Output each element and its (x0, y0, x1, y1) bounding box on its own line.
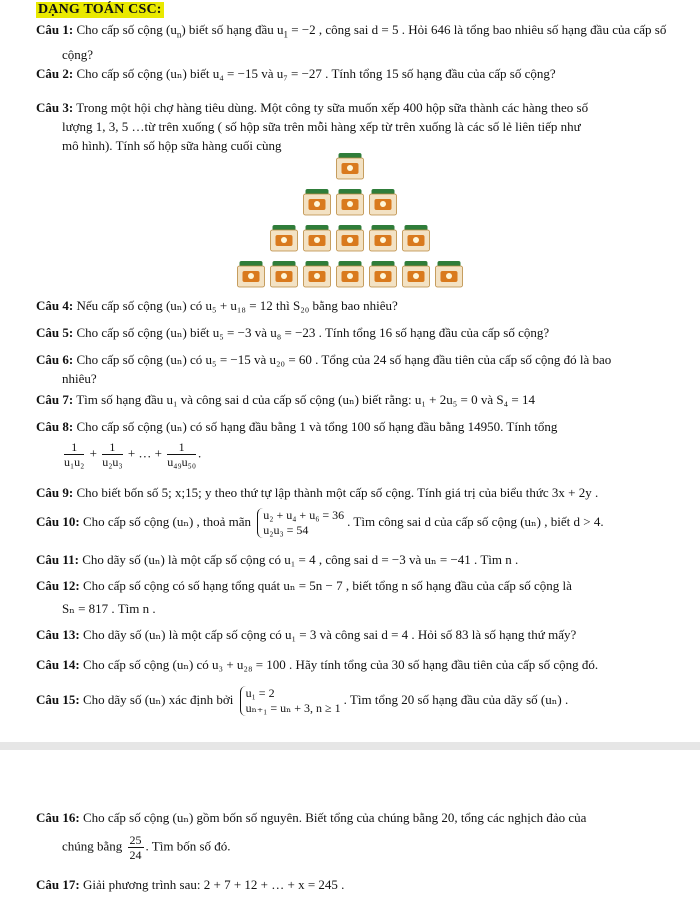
milk-box (238, 261, 265, 287)
question-8: Câu 8: Cho cấp số cộng (uₙ) có số hạng đầu bằng 1 và tổng 100 số hạng đầu bằng 14950. Tính tổng $\frac{1}{\text{u₁u₂}}$ + $\frac{1}{\text{u₂u₃}}$ + … + $\frac{1}{\text{u₄₉u₅₀}}$ . (36, 417, 686, 469)
question-15: Câu 15: Cho dãy số (uₙ) xác định bởi u₁ = 2 uₙ₊₁ = uₙ + 3, n ≥ 1 . Tìm tổng 20 số hạng đầu của dãy số (uₙ) . (36, 686, 569, 715)
milk-box (337, 189, 364, 215)
question-2: Câu 2: Cho cấp số cộng (uₙ) biết u₄ = −15 và u₇ = −27 . Tính tổng 15 số hạng đầu của cấp số cộng? (36, 66, 556, 81)
milk-box (304, 261, 331, 287)
fraction-1: $\frac{1}{\text{u₁u₂}}$ (64, 440, 85, 469)
milk-box (370, 261, 397, 287)
question-10: Câu 10: Cho cấp số cộng (uₙ) , thoả mãn u₂ + u₄ + u₆ = 36 u₂u₃ = 54 . Tìm công sai d của cấp số cộng (uₙ) , biết d > 4. (36, 508, 604, 537)
question-3: Câu 3: Trong một hội chợ hàng tiêu dùng. Một công ty sữa muốn xếp 400 hộp sữa thành các hàng theo số lượng 1, 3, 5 …từ trên xuống ( số hộp sữa trên mỗi hàng xếp từ trên xuống là các số lẻ liên tiếp như mô hình). Tính số hộp sữa hàng cuối cùng (36, 100, 589, 153)
section-heading: DẠNG TOÁN CSC: (38, 2, 162, 17)
milk-box (403, 225, 430, 251)
page-divider (0, 742, 700, 750)
milk-box (304, 225, 331, 251)
milk-box (337, 261, 364, 287)
equation-system: u₂ + u₄ + u₆ = 36 u₂u₃ = 54 (257, 508, 344, 538)
question-16: Câu 16: Cho cấp số cộng (uₙ) gồm bốn số nguyên. Biết tổng của chúng bằng 20, tổng các nghịch đảo của chúng bằng $\frac{25}{24}$ . Tìm bốn số đó. (36, 810, 587, 862)
question-13: Câu 13: Cho dãy số (uₙ) là một cấp số cộng có u₁ = 3 và công sai d = 4 . Hỏi số 83 là số hạng thứ mấy? (36, 627, 577, 642)
fraction-2: $\frac{1}{\text{u₂u₃}}$ (102, 440, 123, 469)
fraction-3: $\frac{1}{\text{u₄₉u₅₀}}$ (167, 440, 196, 469)
milk-box (403, 261, 430, 287)
fraction-25-24: $\frac{25}{24}$ (129, 833, 142, 862)
recurrence-system: u₁ = 2 uₙ₊₁ = uₙ + 3, n ≥ 1 (240, 686, 341, 716)
milk-box (370, 189, 397, 215)
milk-box (436, 261, 463, 287)
sum-expression: $\frac{1}{\text{u₁u₂}}$ + $\frac{1}{\text{u₂u₃}}$ + … + $\frac{1}{\text{u₄₉u₅₀}}$ . (64, 440, 202, 469)
question-14: Câu 14: Cho cấp số cộng (uₙ) có u₃ + u₂₈ = 100 . Hãy tính tổng của 30 số hạng đầu tiên của cấp số cộng đó. (36, 657, 599, 672)
question-9: Câu 9: Cho biết bốn số 5; x;15; y theo thứ tự lập thành một cấp số cộng. Tính giá trị của biểu thức 3x + 2y . (36, 485, 599, 500)
question-1: Câu 1: Cho cấp số cộng $(u_n)$ biết số hạng đầu $u_1 = -2$ , công sai d = 5 . Hỏi 646 là tổng bao nhiêu số hạng đầu của cấp số cộng? (36, 22, 667, 62)
question-12: Câu 12: Cho cấp số cộng có số hạng tổng quát uₙ = 5n − 7 , biết tổng n số hạng đầu của cấp số cộng là Sₙ = 817 . Tìm n . (36, 578, 572, 616)
question-4: Câu 4: Nếu cấp số cộng (uₙ) có u₅ + u₁₈ = 12 thì S₂₀ bằng bao nhiêu? (36, 298, 398, 313)
question-1-text: Cho cấp số cộng $(u_n)$ biết số hạng đầu $u_1 = -2$ , công sai d = 5 . Hỏi 646 là tổng bao nhiêu số hạng đầu của cấp số (76, 22, 667, 40)
question-5: Câu 5: Cho cấp số cộng (uₙ) biết u₅ = −3 và u₈ = −23 . Tính tổng 16 số hạng đầu của cấp số cộng? (36, 325, 550, 340)
milk-box (370, 225, 397, 251)
milk-box (337, 225, 364, 251)
milk-box (337, 153, 364, 179)
question-6: Câu 6: Cho cấp số cộng (uₙ) có u₅ = −15 và u₂₀ = 60 . Tổng của 24 số hạng đầu tiên của cấp số cộng đó là bao nhiêu? (36, 352, 612, 386)
question-17: Câu 17: Giải phương trình sau: 2 + 7 + 12 + … + x = 245 . (36, 877, 345, 892)
milk-box (271, 225, 298, 251)
milk-box (304, 189, 331, 215)
question-7: Câu 7: Tìm số hạng đầu u₁ và công sai d của cấp số cộng (uₙ) biết rằng: u₁ + 2u₅ = 0 và S₄ = 14 (36, 392, 535, 407)
question-11: Câu 11: Cho dãy số (uₙ) là một cấp số cộng có u₁ = 4 , công sai d = −3 và uₙ = −41 . Tìm n . (36, 552, 519, 567)
milk-box (271, 261, 298, 287)
